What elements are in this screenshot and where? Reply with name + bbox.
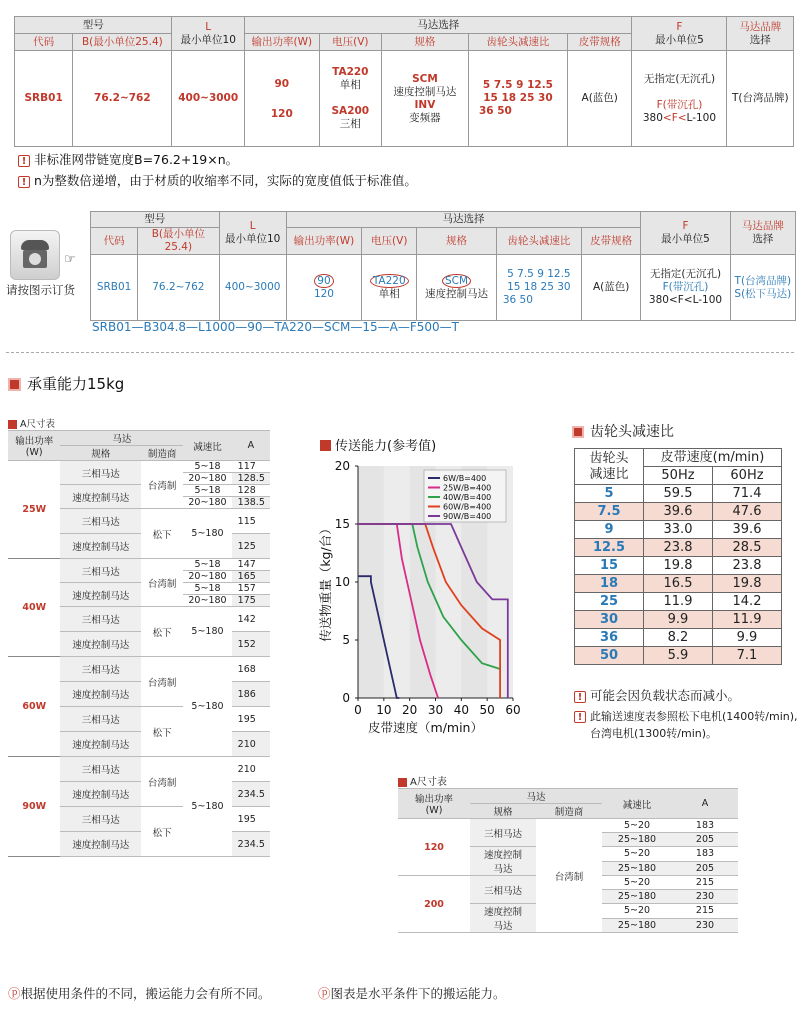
header-f-sub: 最小单位5 bbox=[655, 33, 704, 46]
capacity-chart bbox=[318, 434, 524, 744]
at1-ratio: 20~180 bbox=[183, 595, 231, 607]
at2-maker: 台湾制 bbox=[536, 819, 602, 933]
at1-a: 147 bbox=[232, 559, 270, 571]
at1-spec: 速度控制马达 bbox=[60, 782, 141, 807]
header-brand-sub: 选择 bbox=[749, 33, 771, 46]
s1: SCM bbox=[412, 72, 438, 85]
warning-icon: ! bbox=[574, 711, 586, 723]
title-bullet-icon bbox=[320, 440, 331, 451]
at1-power: 40W bbox=[8, 559, 60, 657]
at1-maker: 松下 bbox=[141, 509, 183, 559]
speed-table-title: 齿轮头减速比 bbox=[572, 421, 674, 441]
oh-motor: 马达选择 bbox=[286, 212, 640, 228]
at2-h-power: 输出功率 (W) bbox=[398, 789, 470, 819]
sp-60: 9.9 bbox=[712, 629, 781, 647]
oh-power: 输出功率(W) bbox=[286, 228, 361, 255]
at1-spec: 三相马达 bbox=[60, 707, 141, 732]
header-f: F bbox=[676, 20, 683, 33]
at1-a: 234.5 bbox=[232, 782, 270, 807]
a-table-1 bbox=[8, 430, 270, 857]
sp-60: 47.6 bbox=[712, 503, 781, 521]
at1-ratio: 5~18 bbox=[183, 583, 231, 595]
sp-ratio: 50 bbox=[575, 647, 644, 665]
oh-spec: 规格 bbox=[417, 228, 496, 255]
at1-spec: 速度控制马达 bbox=[60, 485, 141, 509]
sp-row bbox=[575, 629, 782, 647]
footer-note-1: ⓟ根据使用条件的不同，搬运能力会有所不同。 bbox=[8, 986, 271, 1001]
at1-spec: 速度控制马达 bbox=[60, 732, 141, 757]
y-tick-label: 0 bbox=[342, 691, 350, 705]
warning-icon: ! bbox=[18, 155, 30, 167]
oe-p90: 90 bbox=[314, 274, 333, 288]
at1-ratio: 5~180 bbox=[183, 657, 231, 757]
oe-s1: SCM bbox=[442, 274, 471, 288]
sp-60: 39.6 bbox=[712, 521, 781, 539]
header-b: B(最小单位25.4) bbox=[73, 34, 172, 51]
header-l: L bbox=[205, 20, 212, 33]
y-axis-label: 传送物重量（kg/台） bbox=[318, 522, 333, 642]
at1-maker: 松下 bbox=[141, 707, 183, 757]
at1-a: 115 bbox=[232, 509, 270, 534]
legend-label-3: 40W/B=400 bbox=[443, 493, 492, 502]
s2-sub: 变频器 bbox=[409, 111, 441, 124]
at1-spec: 三相马达 bbox=[60, 807, 141, 832]
v1: TA220 bbox=[332, 66, 369, 78]
sp-row bbox=[575, 575, 782, 593]
at1-h-ratio: 减速比 bbox=[183, 431, 231, 461]
note-2: ! n为整数倍递增，由于材质的收缩率不同，实际的宽度值低于标准值。 bbox=[18, 171, 417, 189]
s1-sub: 速度控制马达 bbox=[393, 85, 457, 98]
header-code: 代码 bbox=[15, 34, 73, 51]
at2-ratio: 5~20 bbox=[602, 819, 672, 833]
b-value: 76.2~762 bbox=[73, 51, 172, 147]
square-bullet-icon bbox=[398, 778, 407, 787]
warning-icon: ! bbox=[574, 691, 586, 703]
at1-maker: 台湾制 bbox=[141, 757, 183, 807]
f-with: F(带沉孔) bbox=[656, 98, 703, 111]
at2-h-a: A bbox=[672, 789, 738, 819]
oe-l: 400~3000 bbox=[219, 255, 286, 321]
f-range-c: L-100 bbox=[686, 111, 717, 124]
at2-a: 215 bbox=[672, 876, 738, 890]
at2-row bbox=[398, 819, 738, 833]
header-belt: 皮带规格 bbox=[568, 34, 632, 51]
v1-sub: 单相 bbox=[339, 79, 361, 91]
at1-h-power: 输出功率 (W) bbox=[8, 431, 60, 461]
at1-ratio: 5~18 bbox=[183, 559, 231, 571]
at2-h-motor: 马达 bbox=[470, 789, 602, 804]
sp-50: 19.8 bbox=[644, 557, 713, 575]
sp-50: 23.8 bbox=[644, 539, 713, 557]
at1-ratio: 5~18 bbox=[183, 461, 231, 473]
sp-50: 59.5 bbox=[644, 485, 713, 503]
oh-voltage: 电压(V) bbox=[362, 228, 417, 255]
at1-spec: 速度控制马达 bbox=[60, 632, 141, 657]
legend-label-5: 90W/B=400 bbox=[443, 512, 492, 521]
x-tick-label: 20 bbox=[402, 703, 418, 717]
at1-row bbox=[8, 657, 270, 682]
sp-h-speed: 皮带速度(m/min) bbox=[644, 449, 782, 467]
x-tick-label: 60 bbox=[505, 703, 521, 717]
oh-code: 代码 bbox=[91, 228, 138, 255]
y-tick-label: 5 bbox=[342, 633, 350, 647]
sp-50: 5.9 bbox=[644, 647, 713, 665]
spec-table bbox=[14, 16, 794, 147]
at1-a: 117 bbox=[232, 461, 270, 473]
oh-b: B(最小单位25.4) bbox=[138, 228, 219, 255]
at2-ratio: 25~180 bbox=[602, 918, 672, 933]
header-l-sub: 最小单位10 bbox=[180, 33, 236, 46]
sp-ratio: 15 bbox=[575, 557, 644, 575]
header-power: 输出功率(W) bbox=[245, 34, 320, 51]
at1-spec: 三相马达 bbox=[60, 559, 141, 583]
pointing-hand-icon: ☞ bbox=[64, 252, 76, 267]
f-range-b: <F< bbox=[662, 111, 687, 124]
f-none: 无指定(无沉孔) bbox=[643, 72, 716, 85]
at1-spec: 三相马达 bbox=[60, 757, 141, 782]
order-code-string: SRB01—B304.8—L1000—90—TA220—SCM—15—A—F500—T bbox=[92, 320, 460, 334]
at1-h-a: A bbox=[232, 431, 270, 461]
sp-60: 28.5 bbox=[712, 539, 781, 557]
a-table1-title: A尺寸表 bbox=[8, 416, 55, 430]
sp-row bbox=[575, 557, 782, 575]
v2-sub: 三相 bbox=[339, 118, 361, 130]
belt-value: A(蓝色) bbox=[568, 51, 632, 147]
s2: INV bbox=[414, 98, 436, 111]
at1-h-maker: 制造商 bbox=[141, 446, 183, 461]
header-spec: 规格 bbox=[381, 34, 468, 51]
at1-a: 138.5 bbox=[232, 497, 270, 509]
legend-label-1: 6W/B=400 bbox=[443, 474, 487, 483]
at1-spec: 三相马达 bbox=[60, 461, 141, 485]
sp-ratio: 18 bbox=[575, 575, 644, 593]
sp-60: 11.9 bbox=[712, 611, 781, 629]
chart-title: 传送能力(参考值) bbox=[335, 439, 437, 454]
sp-60: 23.8 bbox=[712, 557, 781, 575]
at1-spec: 速度控制马达 bbox=[60, 583, 141, 607]
a-table-2 bbox=[398, 788, 738, 933]
sp-row bbox=[575, 503, 782, 521]
at1-a: 195 bbox=[232, 707, 270, 732]
oe-belt: A(蓝色) bbox=[582, 255, 641, 321]
legend-label-2: 25W/B=400 bbox=[443, 483, 492, 493]
section-title: 承重能力15kg bbox=[8, 373, 124, 394]
sp-60: 14.2 bbox=[712, 593, 781, 611]
at2-ratio: 5~20 bbox=[602, 904, 672, 919]
sp-50: 39.6 bbox=[644, 503, 713, 521]
at1-ratio: 5~18 bbox=[183, 485, 231, 497]
speed-table bbox=[574, 448, 782, 665]
sp-row bbox=[575, 521, 782, 539]
at1-maker: 台湾制 bbox=[141, 461, 183, 509]
oh-belt: 皮带规格 bbox=[582, 228, 641, 255]
at1-ratio: 20~180 bbox=[183, 497, 231, 509]
l-value: 400~3000 bbox=[172, 51, 245, 147]
at2-ratio: 25~180 bbox=[602, 833, 672, 847]
at1-spec: 速度控制马达 bbox=[60, 682, 141, 707]
bulb-icon: ⓟ bbox=[8, 986, 21, 1001]
code-value: SRB01 bbox=[15, 51, 73, 147]
oe-b: 76.2~762 bbox=[138, 255, 219, 321]
header-voltage: 电压(V) bbox=[319, 34, 381, 51]
plot-band bbox=[384, 466, 410, 698]
sp-ratio: 9 bbox=[575, 521, 644, 539]
header-motor: 马达选择 bbox=[245, 17, 632, 34]
at2-a: 183 bbox=[672, 847, 738, 862]
at1-row bbox=[8, 461, 270, 473]
sp-h-ratio: 齿轮头 减速比 bbox=[575, 449, 644, 485]
at1-a: 152 bbox=[232, 632, 270, 657]
at1-a: 195 bbox=[232, 807, 270, 832]
footer-note-2: ⓟ图表是水平条件下的搬运能力。 bbox=[318, 986, 506, 1001]
oh-ratio: 齿轮头减速比 bbox=[496, 228, 581, 255]
at2-h-maker: 制造商 bbox=[536, 804, 602, 819]
sp-h-60: 60Hz bbox=[712, 467, 781, 485]
at1-maker: 松下 bbox=[141, 607, 183, 657]
note-1: ! 非标准网带链宽度B=76.2+19×n。 bbox=[18, 150, 238, 168]
oe-code: SRB01 bbox=[91, 255, 138, 321]
header-ratio: 齿轮头减速比 bbox=[468, 34, 567, 51]
at1-a: 210 bbox=[232, 732, 270, 757]
bulb-icon: ⓟ bbox=[318, 986, 331, 1001]
at1-ratio: 20~180 bbox=[183, 473, 231, 485]
speed-note-1: ! 可能会因负载状态而减小。 bbox=[574, 686, 740, 704]
order-label: 请按图示订货 bbox=[6, 283, 75, 297]
oh-f-sub: 最小单位5 bbox=[661, 233, 710, 245]
speed-note-2: ! 此输送速度表参照松下电机(1400转/min), 台湾电机(1300转/min)。 bbox=[574, 708, 798, 742]
at1-spec: 速度控制马达 bbox=[60, 534, 141, 559]
oe-v1: TA220 bbox=[370, 274, 409, 288]
divider bbox=[6, 352, 794, 353]
sp-50: 11.9 bbox=[644, 593, 713, 611]
sp-50: 33.0 bbox=[644, 521, 713, 539]
at1-ratio: 5~180 bbox=[183, 607, 231, 657]
power-90: 90 bbox=[274, 77, 290, 90]
y-tick-label: 10 bbox=[334, 575, 350, 589]
sp-h-50: 50Hz bbox=[644, 467, 713, 485]
at1-a: 157 bbox=[232, 583, 270, 595]
oe-v1s: 单相 bbox=[378, 287, 400, 300]
at1-maker: 松下 bbox=[141, 807, 183, 857]
sp-50: 16.5 bbox=[644, 575, 713, 593]
square-bullet-icon bbox=[572, 426, 584, 438]
at2-a: 215 bbox=[672, 904, 738, 919]
oe-p120: 120 bbox=[313, 287, 334, 300]
at1-h-motor: 马达 bbox=[60, 431, 183, 446]
square-bullet-icon bbox=[8, 378, 21, 391]
ratio-row3: 36 50 bbox=[478, 105, 512, 117]
at1-a: 168 bbox=[232, 657, 270, 682]
sp-row bbox=[575, 611, 782, 629]
sp-60: 71.4 bbox=[712, 485, 781, 503]
legend-label-4: 60W/B=400 bbox=[443, 502, 492, 512]
at1-ratio: 5~180 bbox=[183, 509, 231, 559]
square-bullet-icon bbox=[8, 420, 17, 429]
warning-icon: ! bbox=[18, 176, 30, 188]
sp-row bbox=[575, 593, 782, 611]
sp-ratio: 7.5 bbox=[575, 503, 644, 521]
oe-r1: 5 7.5 9 12.5 bbox=[507, 268, 571, 280]
at1-row bbox=[8, 757, 270, 782]
v2: SA200 bbox=[331, 105, 370, 117]
sp-60: 19.8 bbox=[712, 575, 781, 593]
f-range-a: 380 bbox=[642, 111, 663, 124]
at2-spec: 三相马达 bbox=[470, 876, 536, 904]
ratio-row1: 5 7.5 9 12.5 bbox=[482, 79, 553, 91]
at1-a: 142 bbox=[232, 607, 270, 632]
oe-brand1: T(台湾品牌) bbox=[734, 274, 792, 287]
at2-power-200: 200 bbox=[398, 876, 470, 933]
at1-spec: 速度控制马达 bbox=[60, 832, 141, 857]
sp-ratio: 25 bbox=[575, 593, 644, 611]
x-tick-label: 40 bbox=[453, 703, 469, 717]
oh-l: L bbox=[249, 220, 256, 232]
oe-f3: 380<F<L-100 bbox=[648, 294, 723, 306]
at2-h-ratio: 减速比 bbox=[602, 789, 672, 819]
at1-spec: 三相马达 bbox=[60, 509, 141, 534]
at2-a: 230 bbox=[672, 918, 738, 933]
sp-row bbox=[575, 539, 782, 557]
at2-ratio: 5~20 bbox=[602, 847, 672, 862]
y-tick-label: 15 bbox=[334, 517, 350, 531]
oe-s1s: 速度控制马达 bbox=[425, 287, 489, 300]
at1-maker: 台湾制 bbox=[141, 559, 183, 607]
at1-a: 125 bbox=[232, 534, 270, 559]
at1-power: 90W bbox=[8, 757, 60, 857]
at1-a: 128 bbox=[232, 485, 270, 497]
at1-a: 234.5 bbox=[232, 832, 270, 857]
at2-a: 205 bbox=[672, 833, 738, 847]
at2-spec: 速度控制 马达 bbox=[470, 847, 536, 876]
at1-row bbox=[8, 559, 270, 571]
at2-h-spec: 规格 bbox=[470, 804, 536, 819]
at2-spec: 三相马达 bbox=[470, 819, 536, 847]
oh-l-sub: 最小单位10 bbox=[224, 233, 281, 245]
y-tick-label: 20 bbox=[334, 459, 350, 473]
at2-a: 230 bbox=[672, 890, 738, 904]
x-tick-label: 50 bbox=[479, 703, 495, 717]
sp-ratio: 30 bbox=[575, 611, 644, 629]
at1-h-spec: 规格 bbox=[60, 446, 141, 461]
oh-model: 型号 bbox=[91, 212, 220, 228]
x-axis-label: 皮带速度（m/min） bbox=[368, 720, 483, 735]
at2-spec: 速度控制 马达 bbox=[470, 904, 536, 933]
at1-ratio: 5~180 bbox=[183, 757, 231, 857]
at2-ratio: 25~180 bbox=[602, 861, 672, 876]
order-example-table bbox=[90, 211, 796, 321]
at2-ratio: 5~20 bbox=[602, 876, 672, 890]
at2-a: 205 bbox=[672, 861, 738, 876]
at1-a: 186 bbox=[232, 682, 270, 707]
oe-f1: 无指定(无沉孔) bbox=[649, 268, 722, 280]
oh-f: F bbox=[682, 220, 689, 232]
at1-spec: 三相马达 bbox=[60, 607, 141, 632]
at2-ratio: 25~180 bbox=[602, 890, 672, 904]
sp-ratio: 36 bbox=[575, 629, 644, 647]
at1-maker: 台湾制 bbox=[141, 657, 183, 707]
at2-power-120: 120 bbox=[398, 819, 470, 876]
oe-r2: 15 18 25 30 bbox=[507, 281, 571, 293]
oh-brand-sub: 选择 bbox=[752, 233, 774, 245]
at1-power: 25W bbox=[8, 461, 60, 559]
oe-brand2: S(松下马达) bbox=[734, 287, 792, 300]
oh-brand: 马达品牌 bbox=[741, 220, 784, 232]
sp-row bbox=[575, 647, 782, 665]
sp-row bbox=[575, 485, 782, 503]
sp-ratio: 5 bbox=[575, 485, 644, 503]
x-tick-label: 10 bbox=[376, 703, 392, 717]
oe-f2: F(带沉孔) bbox=[662, 281, 709, 293]
at1-power: 60W bbox=[8, 657, 60, 757]
brand-value: T(台湾品牌) bbox=[727, 51, 794, 147]
at1-ratio: 20~180 bbox=[183, 571, 231, 583]
x-tick-label: 30 bbox=[427, 703, 444, 717]
at1-a: 128.5 bbox=[232, 473, 270, 485]
sp-ratio: 12.5 bbox=[575, 539, 644, 557]
at1-a: 165 bbox=[232, 571, 270, 583]
sp-50: 9.9 bbox=[644, 611, 713, 629]
ratio-row2: 15 18 25 30 bbox=[483, 92, 553, 104]
sp-60: 7.1 bbox=[712, 647, 781, 665]
at1-a: 210 bbox=[232, 757, 270, 782]
oe-r3: 36 50 bbox=[502, 294, 533, 306]
at2-a: 183 bbox=[672, 819, 738, 833]
sp-50: 8.2 bbox=[644, 629, 713, 647]
at1-a: 175 bbox=[232, 595, 270, 607]
a-table2-title: A尺寸表 bbox=[398, 773, 447, 788]
at1-spec: 三相马达 bbox=[60, 657, 141, 682]
power-120: 120 bbox=[270, 107, 293, 120]
header-brand: 马达品牌 bbox=[739, 20, 782, 33]
header-model: 型号 bbox=[15, 17, 172, 34]
phone-icon bbox=[10, 230, 60, 280]
x-tick-label: 0 bbox=[354, 703, 362, 717]
